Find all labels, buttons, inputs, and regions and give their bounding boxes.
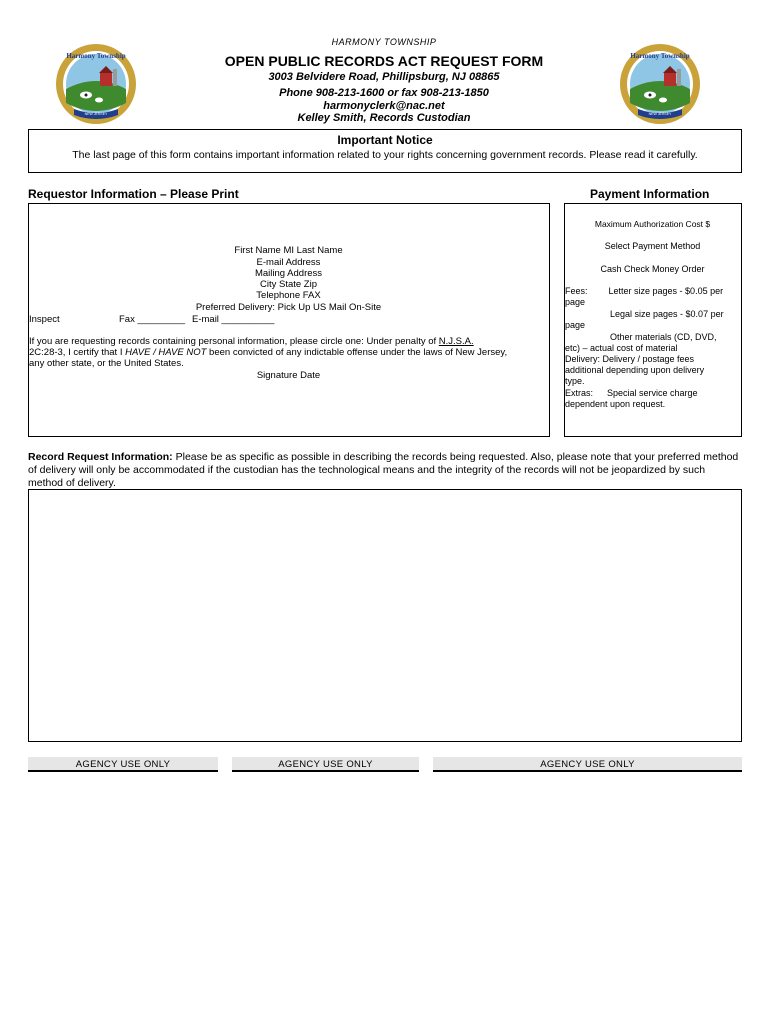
preferred-delivery-options[interactable]: Preferred Delivery: Pick Up US Mail On-Site xyxy=(195,302,382,313)
fax-field[interactable]: Fax _________ xyxy=(119,314,186,325)
custodian-line: Kelley Smith, Records Custodian xyxy=(297,112,471,124)
email-line: harmonyclerk@nac.net xyxy=(323,100,445,112)
address-line: 3003 Belvidere Road, Phillipsburg, NJ 08865 xyxy=(268,71,500,83)
page-line-2: page xyxy=(565,320,586,330)
form-title: OPEN PUBLIC RECORDS ACT REQUEST FORM xyxy=(224,53,544,69)
township-seal-right xyxy=(619,43,701,125)
letter-fee-line: Fees: Letter size pages - $0.05 per xyxy=(565,286,724,296)
other-materials-line: Other materials (CD, DVD, xyxy=(610,332,717,342)
legal-fee-line: Legal size pages - $0.07 per xyxy=(610,309,724,319)
delivery-line-2: additional depending upon delivery xyxy=(565,365,705,375)
payment-heading: Payment Information xyxy=(590,187,710,201)
requestor-heading: Requestor Information – Please Print xyxy=(28,187,239,201)
notice-text: The last page of this form contains important information related to your rights concerning government records. Please read it carefully. xyxy=(72,149,698,161)
important-notice-box xyxy=(28,129,742,173)
payment-info-box[interactable] xyxy=(564,203,742,437)
signature-date-label[interactable]: Signature Date xyxy=(256,370,321,381)
notice-title: Important Notice xyxy=(337,133,433,147)
seal-bottom-text: NEW JERSEY xyxy=(84,112,108,116)
personal-info-certification: If you are requesting records containing personal information, please circle one: Under penalty of N.J.S.A. 2C:28-3, I certify that I HAVE / HAVE NOT been convicted of any indictable offense under the laws of New Jersey, any other state, or the United States. xyxy=(29,336,508,369)
extras-line-1: Extras: Special service charge xyxy=(565,388,698,398)
requestor-info-box[interactable] xyxy=(28,203,550,437)
agency-use-field-3: AGENCY USE ONLY xyxy=(433,757,742,772)
agency-use-field-1: AGENCY USE ONLY xyxy=(28,757,218,772)
telephone-fax-label[interactable]: Telephone FAX xyxy=(256,290,321,301)
township-seal-left xyxy=(55,43,137,125)
delivery-line-1: Delivery: Delivery / postage fees xyxy=(565,354,695,364)
record-request-instructions: Record Request Information: Please be as specific as possible in describing the records being requested. Also, please note that your preferred method of delivery will only be accommodated if the custodian has the technological means and the integrity of the records will not be jeopardized by such method of delivery. xyxy=(28,451,739,489)
select-payment-method: Select Payment Method xyxy=(604,241,701,251)
email-field[interactable]: E-mail __________ xyxy=(192,314,275,325)
extras-line-2: dependent upon request. xyxy=(565,399,666,409)
name-field-label[interactable]: First Name MI Last Name xyxy=(234,245,343,256)
actual-cost-line: etc) – actual cost of material xyxy=(565,343,678,353)
agency-use-field-2: AGENCY USE ONLY xyxy=(232,757,419,772)
email-field-label[interactable]: E-mail Address xyxy=(256,257,321,268)
phone-line: Phone 908-213-1600 or fax 908-213-1850 xyxy=(279,87,489,99)
page-line-1: page xyxy=(565,297,586,307)
inspect-option[interactable]: Inspect xyxy=(29,314,60,325)
record-request-textarea[interactable] xyxy=(28,489,742,742)
township-name: HARMONY TOWNSHIP xyxy=(331,37,437,47)
have-have-not-choice[interactable]: HAVE / HAVE NOT xyxy=(125,347,207,358)
payment-methods[interactable]: Cash Check Money Order xyxy=(600,264,705,274)
seal-top-text: Harmony Township xyxy=(66,52,126,60)
delivery-line-3: type. xyxy=(565,376,585,386)
seal-bottom-text: NEW JERSEY xyxy=(648,112,672,116)
max-authorization-cost[interactable]: Maximum Authorization Cost $ xyxy=(594,219,711,229)
city-state-zip-label[interactable]: City State Zip xyxy=(259,279,318,290)
seal-top-text: Harmony Township xyxy=(630,52,690,60)
mailing-field-label[interactable]: Mailing Address xyxy=(254,268,323,279)
record-request-label: Record Request Information: xyxy=(28,451,173,463)
